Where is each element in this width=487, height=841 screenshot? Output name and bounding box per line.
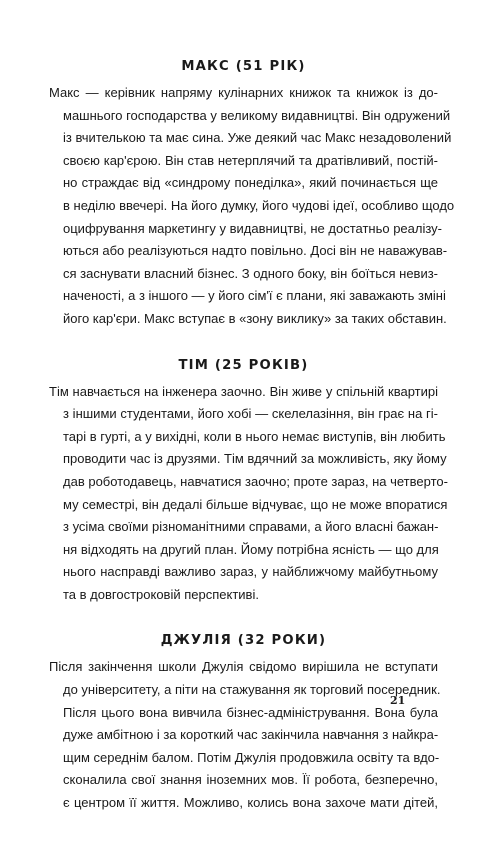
- page-number: 21: [390, 694, 406, 707]
- text-line: щим середнім балом. Потім Джулія продовжила освіту та вдо-: [63, 749, 440, 765]
- text-line: наченості, а з іншого — у його сім'ї є плани, які заважають зміні: [63, 288, 446, 304]
- section-julia: [49, 632, 441, 814]
- section-heading: МАКС (51 РІК): [181, 59, 306, 74]
- text-line: сконалила свої знання іноземних мов. Її робота, безперечно,: [63, 772, 438, 788]
- section-max: [49, 58, 455, 331]
- text-line: Після закінчення школи Джулія свідомо вирішила не вступати: [49, 659, 438, 675]
- text-line: своєю кар'єрою. Він став нетерплячий та дратівливий, постій-: [63, 152, 438, 168]
- text-line: машнього господарства у великому видавництві. Він одружений: [63, 107, 451, 123]
- text-line: є центром її життя. Можливо, колись вона захоче мати дітей,: [63, 795, 438, 811]
- text-line: оцифрування маркетингу у видавництві, не достатньо реалізу-: [63, 220, 442, 236]
- text-line: тарі в гурті, а у вихідні, коли в нього немає виступів, він любить: [63, 428, 446, 444]
- text-line: ються або реалізуються надто повільно. Досі він не наважував-: [63, 243, 448, 259]
- section-paragraph: [49, 381, 448, 607]
- section-heading: ТІМ (25 РОКІВ): [178, 357, 309, 373]
- text-line: із вчителькою та має сина. Уже деякий час Макс незадоволений: [63, 130, 452, 146]
- text-line: но страждає від «синдрому понеділка», який починається ще: [63, 175, 438, 191]
- text-line: Макс — керівник напряму кулінарних книжок та книжок із до-: [49, 85, 438, 100]
- text-line: Після цього вона вивчила бізнес-адміністрування. Вона була: [63, 704, 438, 720]
- text-line: в неділю ввечері. На його думку, його чудові ідеї, особливо щодо: [63, 197, 455, 213]
- section-paragraph: [49, 82, 455, 331]
- text-line: ся заснувати власний бізнес. З одного боку, він боїться невиз-: [63, 265, 438, 281]
- text-line: нього насправді важливо зараз, у найближчому майбутньому: [63, 564, 438, 580]
- text-line: дав роботодавець, навчатися заочно; проте зараз, на четверто-: [63, 473, 448, 489]
- text-line: му семестрі, він дедалі більше відчуває, що не може впоратися: [63, 496, 448, 512]
- text-line: дуже амбітною і за короткий час закінчила навчання з найкра-: [63, 727, 439, 743]
- section-heading: ДЖУЛІЯ (32 РОКИ): [160, 633, 327, 649]
- text-line: до університету, а піти на стажування як торговий посередник.: [63, 682, 441, 698]
- section-tim: [49, 357, 448, 607]
- text-line: проводити час із друзями. Тім вдячний за можливість, яку йому: [63, 451, 447, 467]
- text-line: з усіма своїми різноманітними справами, а його власні бажан-: [63, 519, 439, 535]
- page-content: [49, 58, 455, 841]
- section-paragraph: [49, 656, 441, 814]
- text-line: з іншими студентами, його хобі — скелелазіння, він грає на гі-: [63, 406, 438, 422]
- text-line: та в довгостроковій перспективі.: [63, 586, 259, 602]
- text-line: його кар'єри. Макс вступає в «зону виклику» за таких обставин.: [63, 310, 447, 326]
- text-line: Тім навчається на інженера заочно. Він живе у спільній квартирі: [49, 383, 438, 399]
- text-line: ня відходять на другий план. Йому потрібна ясність — що для: [63, 541, 439, 557]
